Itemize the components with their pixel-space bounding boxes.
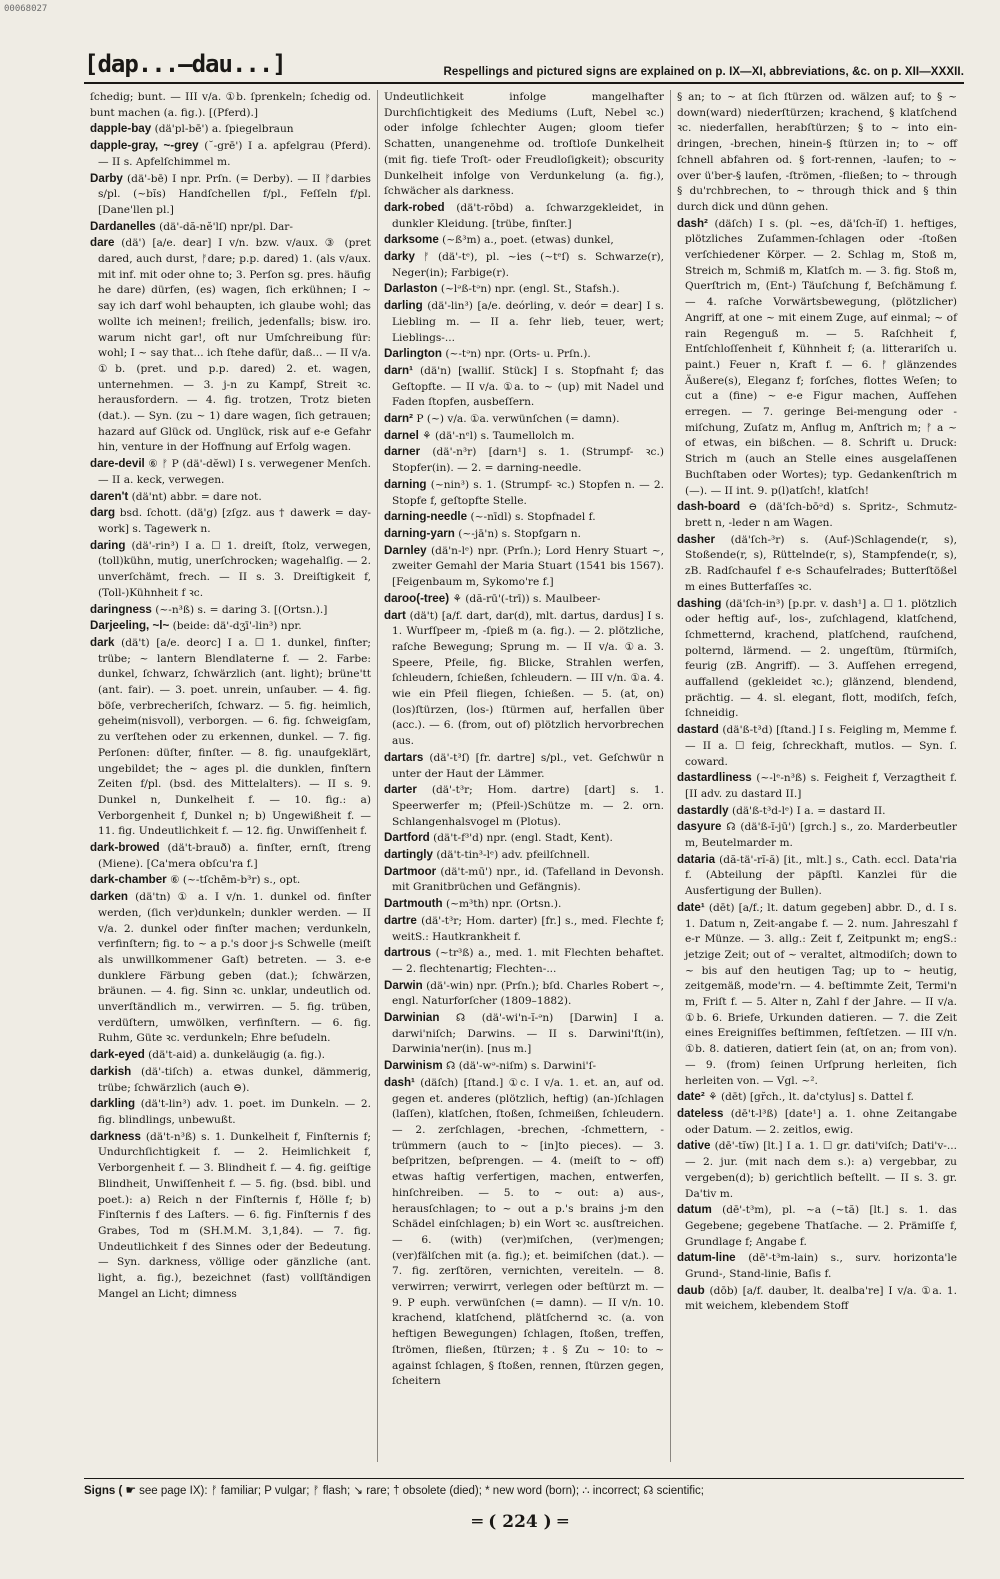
page-number: ═ ( 224 ) ═	[472, 1512, 568, 1532]
dictionary-entry	[90, 889, 371, 1047]
headword: Dardanelles	[90, 219, 156, 233]
dictionary-entry	[384, 444, 664, 476]
dictionary-entry	[90, 489, 371, 506]
headword: dasher	[677, 532, 716, 546]
guide-words: [dap...—dau...]	[84, 50, 286, 78]
entry-text: (dä'ß-t³d-lᵉ) I a. = dastard II.	[731, 804, 886, 817]
headword: Darwinian	[384, 1011, 440, 1025]
dictionary-entry	[90, 602, 371, 619]
headword: dastardly	[677, 803, 729, 817]
headword: datum	[677, 1203, 712, 1217]
dictionary-entry	[677, 90, 957, 216]
headword: Darwinism	[384, 1059, 443, 1073]
dictionary-entry	[384, 978, 664, 1010]
entry-text: (dä't-tin³-lᵉ) adv. pfeilſchnell.	[436, 849, 590, 862]
headword: dartre	[384, 913, 417, 927]
entry-text: ⑥ (~-tſchēm-b³r) s., opt.	[170, 874, 301, 887]
entry-text: (dä't-lin³) adv. 1. poet. im Dunkeln. — 2. fig. blindlings, unbewußt.	[98, 1098, 371, 1126]
headword: dark-chamber	[90, 873, 167, 887]
dictionary-entry	[384, 232, 664, 249]
entry-text: (dä'-n³r) [darn¹] s. 1. (Strumpf- ꝛc.) Stopfer(in). — 2. = darning-needle.	[392, 446, 664, 475]
dictionary-entry	[90, 618, 371, 635]
headword: dart	[384, 608, 406, 622]
headword: Darlington	[384, 347, 442, 361]
dictionary-entry	[384, 249, 664, 281]
dictionary-entry	[384, 411, 664, 428]
headword: darning	[384, 477, 427, 491]
dictionary-entry	[677, 852, 957, 900]
dictionary-entry	[90, 1047, 371, 1064]
dictionary-entry	[384, 847, 664, 864]
entry-text: (dä'pl-bē') a. ſpiegelbraun	[154, 123, 294, 136]
dictionary-entry	[384, 281, 664, 298]
headword: darling	[384, 299, 423, 313]
dictionary-entry	[384, 298, 664, 346]
entry-text: (dä't-rōbd) a. ſchwarzgekleidet, in dunkler Kleidung. [trübe, finſter.]	[392, 201, 664, 230]
entry-text: (dä't-brauð) a. finſter, ernſt, ſtreng (Miene). [Ca'mera obſcu'ra f.]	[98, 842, 371, 870]
dictionary-entry	[677, 216, 957, 500]
dictionary-entry	[384, 782, 664, 830]
dictionary-entry	[384, 526, 664, 543]
entry-text: ⑥ ᚠ P (dä'-dĕwl) I s. verwegener Menſch. — II a. keck, verwegen.	[98, 458, 371, 486]
dictionary-entry	[90, 121, 371, 138]
dictionary-entry	[384, 1058, 664, 1075]
entry-text: (~-nīdl) s. Stopfnadel f.	[470, 511, 596, 524]
entry-text: (~m³th) npr. (Ortsn.).	[445, 898, 562, 911]
headword: dark-robed	[384, 200, 445, 214]
entry-text: (dē'-t³m), pl. ~a (~tă) [lt.] s. 1. das Gegebene; gegebene Thatſache. — 2. Prämiſſe f, Grundlage f; Angabe f.	[685, 1204, 957, 1248]
entry-text: (dä'ß-t³d) [ſtand.] I s. Feigling m, Memme f. — II a. ☐ feig, ſchreckhaft, mutlos. — Syn. ſ. coward.	[685, 724, 957, 768]
entry-text: (˘-grē') I a. apfelgrau (Pferd). — II s. Apfelſchimmel m.	[98, 140, 371, 168]
entry-text: (dä'-rin³) I a. ☐ 1. dreiſt, ſtolz, verwegen, (toll)kühn, mutig, unerſchrocken; wagehalſig. — 2. unverſchämt, frech. — II s. 3. Dreiſtigkeit f, (Toll-)Kühnheit f ꝛc.	[98, 539, 371, 599]
headword: dapple-bay	[90, 122, 152, 136]
entry-text: (dä'ſch-in³) [p.pr. v. dash¹] a. ☐ 1. plötzlich oder heftig auf-, los-, zuſchlagend, klatſchend, ſchmetternd, krachend, platſchend, rauſchend, polternd, lärmend. — 2. ungeſtüm, ſtürmiſch, feurig (zB. Angriff). — 3. Aufſehen erregend, auffallend (gekleidet ꝛc.); glänzend, blendend, prächtig. — 4. sl. elegant, flott, modiſch, feſch, ſchneidig.	[685, 597, 957, 720]
dictionary-entry	[677, 900, 957, 1089]
entry-text: § an; to ~ at ſich ſtürzen od. wälzen auf; to § ~ down(ward) niederſtürzen; krachend, § klatſchend ꝛc. niederfallen, herabſtürzen; § to ~ into ein-dringen, -brechen, hinein-§ ſtürzen in; to ~ off ſchnell abfahren od. § fort-rennen, -laufen; to ~ over ü'ber-§ laufen, -ſtrömen, -fließen; to ~ through § du'rchbrechen, to ~ through thick and § thin durch dick und dünn gehen.	[677, 91, 957, 213]
headword: dare-devil	[90, 457, 145, 471]
headword: dasyure	[677, 820, 722, 834]
dictionary-entry	[90, 171, 371, 219]
dictionary-entry	[90, 872, 371, 889]
entry-text: (~nin³) s. 1. (Strumpf- ꝛc.) Stopfen n. — 2. Stopfe f, geſtopfte Stelle.	[392, 478, 664, 507]
headword: daringness	[90, 602, 152, 616]
headword: darner	[384, 445, 421, 459]
headword: darkness	[90, 1129, 141, 1143]
entry-text: (dē'-tĭw) [lt.] I a. 1. ☐ gr. dati'viſch; Dati'v-... — 2. jur. (mit nach dem s.): a) vergebbar, zu vergeben(d); b) gerichtlich beſtellt. — II s. 3. gr. Da'tiv m.	[685, 1140, 957, 1200]
dictionary-entry	[384, 90, 664, 200]
headword: darning-yarn	[384, 526, 455, 540]
column-2	[377, 90, 670, 1462]
entry-text: (dä') [a/e. dear] I v/n. bzw. v/aux. ③ (pret dared, auch durst, ᚠdare; p.p. dared) 1. (als v/aux. mit inf. mit oder ohne to; 3. Perſon sg. pres. häufig he dare) dürfen, (es) wagen, ſich erkühnen; I ~ say ich darf wohl behaupten, ich glaube wohl; das wollte ich meinen!; freilich, jedenfalls; bisw. iro. warum nicht gar!, oft nur Umſchreibung für: wohl; I ~ say that... ich ſtehe dafür, daß... — II v/a. ①b. (pret. und p.p. dared) 2. et. wagen, unternehmen. — 3. j-n zu Kampf, Streit ꝛc. herausfordern. — 4. fig. trotzen, Trotz bieten (dat.). — Syn. (zu ~ 1) dare wagen, ſich getrauen; hazard auf Glück od. Unglück, risk auf e-e Gefahr hin, venture in der Hoffnung auf Erfolg wagen.	[98, 237, 371, 454]
entry-text: (dä'-t³r; Hom. dartre) [dart] s. 1. Speerwerfer m; (Pfeil-)Schütze m. — 2. orn. Schlangenhalsvogel m (Plotus).	[392, 784, 664, 828]
entry-text: (dēt) [a/f.; lt. datum gegeben] abbr. D., d. I s. 1. Datum n, Zeit-angabe f. — 2. num. Jahreszahl f e-r Münze. — 3. allg.: Zeit f, Zeitpunkt m; engS.: jetzige Zeit; out of ~ veraltet, altmodiſch; down to ~ bis auf den heutigen Tag; up to ~ heutig, zeitgemäß, mode'rn. — 4. beſtimmte Zeit, Termi'n m, Friſt f. — 5. Alter n, Zahl f der Jahre. — II v/a. ①b. 6. Briefe, Urkunden datieren. — 7. die Zeit eines Ereigniſſes beſtimmen, feſtſetzen. — III v/n. ①b. 8. datieren, datiert ſein (at, on an; from von). — 9. (from) ſeinen Urſprung herleiten, ſich herleiten von. — Vgl. ~².	[685, 901, 958, 1087]
entry-text: (beide: dä'-dʒī'-lin³) npr.	[172, 620, 302, 633]
entry-text: ſchedig; bunt. — III v/a. ①b. ſprenkeln; ſchedig od. bunt machen (a. fig.). [(Pferd).]	[90, 91, 371, 119]
headword: darnel	[384, 428, 419, 442]
dictionary-entry	[677, 596, 957, 723]
dictionary-entry	[90, 456, 371, 488]
dictionary-entry	[90, 235, 371, 456]
entry-text: (dä'-tiſch) a. etwas dunkel, dämmerig, trübe; ſchwärzlich (auch ⊖).	[98, 1065, 372, 1094]
header-note: Respellings and pictured signs are explained on p. IX—XI, abbreviations, &c. on p. XII—XXXII.	[443, 66, 964, 78]
dictionary-entry	[677, 499, 957, 531]
entry-text: (dä't) [a/e. deorc] I a. ☐ 1. dunkel, finſter; trübe; ~ lantern Blendlaterne f. — 2. Farbe: dunkel, ſchwarz, ſchwärzlich (ant. light); brüne'tt (ant. fair). — 3. poet. unrein, unſauber. — 4. fig. böſe, verbrecheriſch, ſchwarz. — 5. fig. heimlich, geheim(nisvoll), verborgen. — 6. fig. ſchweigſam, zu verſtehen oder zu erkennen, dunkel. — 7. fig. Perſonen: düſter, finſter. — 8. fig. unaufgeklärt, ungebildet; the ~ ages pl. die dunklen, finſtern Zeiten f/pl. (bsd. des Mittelalters). — II s. 9. Dunkel n, Dunkelheit f. — 10. fig.: a) Verborgenheit f, Dunkel n; b) Ungewißheit f. — 11. fig. Undeutlichkeit f. — 12. fig. Unwiſſenheit f.	[98, 636, 371, 838]
headword: daren't	[90, 489, 129, 503]
headword: darkish	[90, 1064, 132, 1078]
entry-text: ⊖ (dä'ſch-bōᵊd) s. Spritz-, Schmutz-brett n, -leder n am Wagen.	[685, 501, 957, 529]
entry-text: (dä't-mū') npr., id. (Tafelland in Devonsh. mit Granitbrüchen und Gefängnis).	[392, 865, 665, 894]
dictionary-entry	[90, 538, 371, 602]
dictionary-entry	[90, 1064, 371, 1096]
headword: dastard	[677, 723, 719, 737]
headword: daub	[677, 1283, 705, 1297]
dictionary-entry	[677, 1283, 957, 1315]
dictionary-entry	[90, 1129, 371, 1303]
headword: Darby	[90, 171, 123, 185]
headword: dartars	[384, 750, 424, 764]
headword: Dartmoor	[384, 864, 437, 878]
headword: dative	[677, 1139, 711, 1153]
entry-text: ☊ (dä'ß-ĭ-jū') [grch.] s., zo. Marderbeutler m, Beutelmarder m.	[685, 821, 957, 850]
legend-label: Signs (	[84, 1485, 123, 1497]
entry-text: (dä'tn) ① a. I v/n. 1. dunkel od. finſter werden, (ſich ver)dunkeln; dunkler werden. — II v/a. 2. dunkel oder finſter machen; verdunkeln, verfinſtern; fig. to ~ a p.'s door j-s Schwelle (meiſt als unwillkommener Gaſt) betreten. — 3. e-e dunklere Färbung geben (dat.); ſchwärzen, bräunen. — 4. fig. Sinn ꝛc. unklar, undeutlich od. unverſtändlich m., verwirren. — 5. fig. trüben, verdüſtern, umwölken, verfinſtern. — 6. fig. Ruhm, Güte ꝛc. verdunkeln; Ehre beſudeln.	[98, 891, 371, 1045]
entry-text: (dä'-t³r; Hom. darter) [fr.] s., med. Flechte f; weitS.: Hautkrankheit f.	[392, 914, 664, 943]
entry-text: (däſch) I s. (pl. ~es, dä'ſch-ĭſ) 1. heftiges, plötzliches Zuſammen-ſchlagen oder -ſtoßen verſchiedener Körper. — 2. Schlag m, Stoß m, Streich m, Schmiß m, Klatſch m. — 3. fig. Stoß m, Querſtrich m, (Ent-) Täuſchung f, Beſchämung f. — 4. raſche Vorwärtsbewegung, (plötzlicher) Angriff, at one ~ mit einem Zuge, auf einmal; ~ of rain Regenguß m. — 5. Raſchheit f, Entſchloſſenheit f, Kühnheit f; (a. litterariſch u. paint.) Feuer n, Kraft f. — 6. ᚠ glänzendes Äußere(s), Eleganz f; forſches, flottes Weſen; to cut a (fine) ~ e-e Figur machen, Aufſehen erregen. — 7. geringe Bei-mengung oder -miſchung, Zuſatz m, Anflug m, Anſtrich m; ᚠ a ~ of etwas, ein bißchen. — 8. Schrift u. Druck: Strich m (auch an Stelle eines ausgelaſſenen Buchſtaben oder Wortes); typ. Gedankenſtrich m (—). — II int. 9. p(l)atſch!, klatſch!	[685, 217, 957, 497]
headword: dastardliness	[677, 771, 752, 785]
dictionary-entry	[677, 532, 957, 596]
dictionary-entry	[384, 913, 664, 945]
dictionary-entry	[677, 1089, 957, 1106]
entry-text: (dä't-aid) a. dunkeläugig (a. fig.).	[148, 1049, 326, 1062]
headword: Dartmouth	[384, 897, 443, 911]
entry-text: (dä'-win) npr. (Prſn.); bſd. Charles Robert ~, engl. Naturforſcher (1809–1882).	[392, 979, 665, 1008]
legend-text: see page IX): ᚠ familiar; P vulgar; ᚠ flash; ↘ rare; † obsolete (died); * new word (born); ∴ incorrect; ☊ scientific;	[139, 1485, 704, 1497]
headword: dashing	[677, 596, 722, 610]
entry-text: (dä't-n³ß) s. 1. Dunkelheit f, Finſternis f; Undurchſichtigkeit f. — 2. Heimlichkeit f, Verborgenheit f. — 3. Blindheit f. — 4. fig. geiſtige Blindheit, Unwiſſenheit f. — 5. fig. (bsd. bibl. und poet.): a) Reich n der Finſternis f, Hölle f; b) Finſternis f des Laſters. — 6. fig. Finſternis f des Grabes, Tod m (SH.M.M. 3,1,84). — 7. fig. Undeutlichkeit f des Sinnes oder der Bedeutung. — Syn. darkness, völlige oder gänzliche (ant. light, a. fig.), bezeichnet (fast) vollſtändigen Mangel an Licht; dimness	[98, 1130, 371, 1300]
headword: daroo(-tree)	[384, 591, 450, 605]
dictionary-entry	[90, 219, 371, 236]
entry-text: P (~) v/a. ①a. verwünſchen (= damn).	[416, 413, 620, 426]
headword: dare	[90, 236, 115, 250]
column-1	[84, 90, 377, 1462]
entry-text: (dōb) [a/f. dauber, lt. dealba're] I v/a. ①a. 1. mit weichem, klebendem Stoff	[685, 1284, 957, 1313]
headword: Darlaston	[384, 282, 438, 296]
entry-text: (däſch) [ſtand.] ①c. I v/a. 1. et. an, auf od. gegen et. anderes (plötzlich, heftig) (an-)ſchlagen (laſſen), klatſchen, ſtoßen, ſchmeißen, ſchleudern. — 2. zerſchlagen, -brechen, -ſchmettern, -trümmern (auch to ~ [in]to pieces). — 3. beſpritzen, beſprengen. — 4. (meiſt to ~ off) etwas haſtig verfertigen, machen, entwerfen, hinſchreiben. — 5. to ~ out: a) aus-, herausſchlagen; to ~ out a p.'s brains j-m den Schädel einſchlagen; b) ein Wort ꝛc. ausſtreichen. — 6. (with) (ver)miſchen, (ver)mengen; (ver)fälſchen mit (a. fig.); et. beimiſchen (dat.). — 7. fig. zerſtören, vernichten, vereiteln. — 8. verwirren; verwirrt, verlegen oder beſtürzt m. — 9. P euph. verwünſchen (= damn). — II v/n. 10. krachend, klatſchend, plätſchernd ꝛc. (a. von heftigen Bewegungen) ſchlagen, ſtoßen, treffen, ſtrömen, fließen, ſtürzen; ‡. § Zu ~ 10: to ~ against ſchlagen, § ſtoßen, rennen, ſtürzen gegen, ſcheitern	[392, 1076, 664, 1388]
dictionary-entry	[677, 1202, 957, 1250]
signs-legend	[84, 1478, 964, 1504]
headword: date¹	[677, 900, 705, 914]
column-3	[670, 90, 963, 1462]
entry-text: (dä'n-lᵉ) npr. (Prſn.); Lord Henry Stuart ~, zweiter Gemahl der Maria Stuart (1541 bis 1567). [Feigenbaum m, Sykomo're f.]	[392, 544, 664, 589]
headword: Darjeeling, ~l~	[90, 619, 170, 633]
entry-text: ⚘ (dä'-nᵉl) s. Taumellolch m.	[422, 429, 575, 442]
dictionary-entry	[677, 770, 957, 802]
entry-text: (dä'-t³ſ) [fr. dartre] s/pl., vet. Geſchwür n unter der Haut der Lämmer.	[392, 751, 664, 780]
dictionary-entry	[384, 200, 664, 232]
dictionary-entry	[384, 346, 664, 363]
dictionary-entry	[384, 830, 664, 847]
entry-text: (~-tᵊn) npr. (Orts- u. Prſn.).	[445, 348, 591, 361]
dictionary-entry	[384, 864, 664, 896]
page-header	[84, 44, 964, 84]
entry-text: (dă-tä'-rĭ-ă) [it., mlt.] s., Cath. eccl. Data'ria f. (Abteilung der päpſtl. Kanzlei für die Ausfertigung der Bullen).	[685, 853, 957, 898]
entry-text: (~-n³ß) s. = daring 3. [(Ortsn.).]	[155, 603, 328, 616]
pointing-hand-icon: ☛	[125, 1483, 137, 1497]
entry-text: ⚘ (dă-rū'(-trī)) s. Maulbeer-	[452, 592, 601, 605]
entry-text: (dē'-t³m-lain) s., surv. horizonta'le Grund-, Stand-linie, Baſis f.	[685, 1252, 957, 1281]
entry-text: (~lᵊß-tᵊn) npr. (engl. St., Stafsh.).	[440, 283, 620, 296]
entry-text: (dē't-l³ß) [date¹] a. 1. ohne Zeitangabe oder Datum. — 2. zeitlos, ewig.	[685, 1108, 957, 1136]
entry-text: (~ß³m) a., poet. (etwas) dunkel,	[442, 234, 614, 247]
scan-id: 00068027	[4, 4, 48, 14]
headword: darn²	[384, 412, 413, 426]
headword: darn¹	[384, 363, 413, 377]
dictionary-entry	[384, 363, 664, 411]
dictionary-entry	[384, 591, 664, 608]
headword: dash-board	[677, 500, 741, 514]
dictionary-entry	[677, 1138, 957, 1202]
dictionary-entry	[90, 635, 371, 840]
entry-text: Undeutlichkeit infolge mangelhafter Durchſichtigkeit des Mediums (Luft, Nebel ꝛc.) oder infolge ſchlechter Augen; gloom tiefer Schatten, unangenehme od. troſtloſe Dunkelheit (mit fig. tiefe Troſt- oder Freudloſigkeit); obscurity Dunkelheit infolge von Verdunkelung (a. fig.), ſchwächer als darkness.	[384, 91, 664, 198]
entry-text: bsd. ſchott. (dä'g) [zſgz. aus † dawerk = day-work] s. Tagewerk n.	[98, 507, 371, 535]
dictionary-entry	[677, 803, 957, 820]
headword: dash²	[677, 216, 708, 230]
headword: dark	[90, 635, 115, 649]
dictionary-entry	[677, 1250, 957, 1282]
headword: darksome	[384, 233, 439, 247]
headword: dark-browed	[90, 841, 160, 855]
entry-text: (dä't) [a/f. dart, dar(d), mlt. dartus, dardus] I s. 1. Wurfſpeer m, -ſpieß m (a. fig.). — 2. plötzliche, raſche Bewegung; Sprung m. — II v/a. ①a. 3. Speere, Pfeile, fig. Blicke, Strahlen werfen, ſchleudern, ſchießen, ſchleudern. — III v/n. ①a. 4. wie ein Pfeil fliegen, ſchießen. — 5. (at, on) (los)ſtürzen, (los-) ſtürmen auf, herfallen über (acc.). — 6. (from, out of) plötzlich hervorbrechen aus.	[392, 609, 664, 748]
entry-text: (dä'nt) abbr. = dare not.	[131, 490, 262, 503]
dictionary-entry	[90, 505, 371, 537]
headword: Dartford	[384, 831, 430, 845]
headword: darg	[90, 506, 116, 520]
entry-text: (dä'-dă-nĕ'lſ) npr/pl. Dar-	[159, 220, 293, 233]
entry-text: (~tr³ß) a., med. 1. mit Flechten behaftet. — 2. flechtenartig; Flechten-...	[392, 947, 664, 975]
entry-text: (~-lᵉ-n³ß) s. Feigheit f, Verzagtheit f. [II adv. zu dastard II.]	[685, 772, 957, 800]
headword: date²	[677, 1090, 705, 1104]
headword: darken	[90, 890, 129, 904]
entry-text: (dä't-f³'d) npr. (engl. Stadt, Kent).	[433, 832, 613, 845]
dictionary-entry	[90, 1096, 371, 1128]
entry-text: (dä'-bē) I npr. Prſn. (= Derby). — II ᚠdarbies s/pl. (~bĭs) Handſchellen f/pl., Feſſeln f/pl. [Dane'llen pl.]	[98, 172, 371, 216]
dictionary-entry	[384, 945, 664, 977]
dictionary-entry	[677, 722, 957, 770]
dictionary-entry	[384, 1075, 664, 1390]
headword: dartrous	[384, 946, 432, 960]
dictionary-entry	[384, 1010, 664, 1058]
headword: dapple-gray, ~-grey	[90, 139, 199, 153]
entry-text: ☊ (dä'-wi'n-ĭ-ᵊn) [Darwin] I a. darwi'niſch; Darwins. — II s. Darwini'ſt(in), Darwinia'ner(in). [nus m.]	[392, 1012, 664, 1056]
entry-text: (dä'ſch-³r) s. (Auf-)Schlagende(r, s), Stoßende(r, s), Rüttelnde(r, s), Stampfende(r, s), zB. Radſchaufel f e-s Schaufelrades; Butterſtößel m eines Butterfaſſes ꝛc.	[685, 533, 957, 593]
dictionary-entry	[384, 428, 664, 445]
dictionary-entry	[90, 138, 371, 170]
entry-text: (dä'n) [walliſ. Stück] I s. Stopfnaht f; das Geſtopfte. — II v/a. ①a. to ~ (up) mit Nadel und Faden ſtopfen, ausbeſſern.	[392, 364, 664, 409]
headword: darky	[384, 250, 415, 264]
entry-text: ☊ (dä'-wᵊ-niſm) s. Darwini'ſ-	[446, 1060, 597, 1073]
entry-text: (~-jā'n) s. Stopfgarn n.	[458, 527, 581, 540]
entry-text: ᚠ (dä'-tᵉ), pl. ~ies (~tᵉſ) s. Schwarze(r), Neger(in); Farbige(r).	[392, 251, 664, 279]
entry-text: ⚘ (dēt) [gr̆ch., lt. da'ctylus] s. Dattel f.	[708, 1091, 914, 1104]
headword: dark-eyed	[90, 1048, 145, 1062]
dictionary-entry	[677, 819, 957, 851]
dictionary-columns	[84, 90, 964, 1462]
headword: datum-line	[677, 1251, 736, 1265]
headword: darning-needle	[384, 510, 468, 524]
headword: darkling	[90, 1097, 136, 1111]
headword: dash¹	[384, 1075, 415, 1089]
headword: dartingly	[384, 848, 433, 862]
headword: Darnley	[384, 543, 427, 557]
dictionary-entry	[384, 608, 664, 750]
dictionary-entry	[384, 509, 664, 526]
headword: daring	[90, 538, 126, 552]
dictionary-entry	[384, 543, 664, 591]
headword: dateless	[677, 1107, 724, 1120]
dictionary-entry	[384, 750, 664, 782]
dictionary-entry	[677, 1106, 957, 1138]
dictionary-entry	[384, 477, 664, 509]
dictionary-entry	[90, 90, 371, 121]
dictionary-entry	[90, 840, 371, 872]
dictionary-entry	[384, 896, 664, 913]
entry-text: (dä'-lin³) [a/e. deórling, v. deór = dear] I s. Liebling m. — II a. ſehr lieb, teuer, wert; Lieblings-...	[392, 300, 664, 344]
headword: Darwin	[384, 978, 423, 992]
headword: darter	[384, 783, 417, 797]
headword: dataria	[677, 852, 716, 866]
